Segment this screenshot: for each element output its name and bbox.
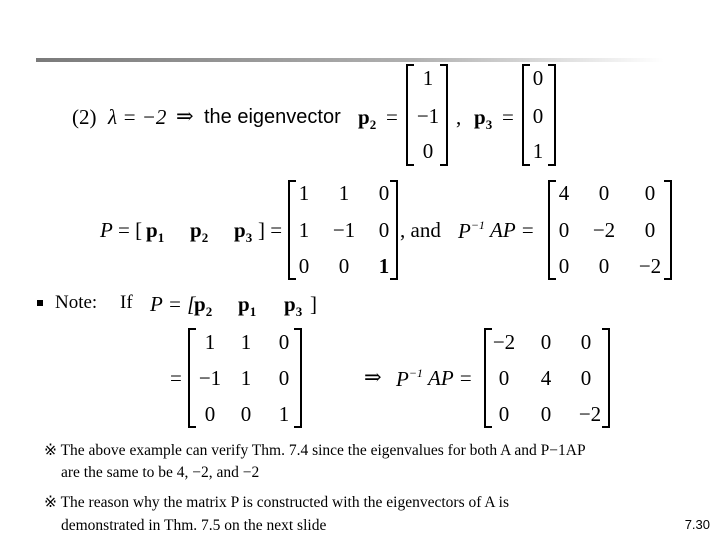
note-close: ] [310, 292, 317, 316]
comma: , [456, 105, 462, 129]
P-matrix-cell: 0 [298, 254, 310, 278]
D-matrix-cell: 0 [558, 254, 570, 278]
note-P-cell: 0 [278, 366, 290, 390]
AP-symbol: AP = [490, 218, 535, 242]
note-P-cell: 1 [240, 366, 252, 390]
note-AP: AP = [428, 366, 473, 390]
D-matrix-cell: −2 [638, 254, 662, 278]
equals-sign: = [386, 105, 398, 129]
note-P-cell: 0 [278, 330, 290, 354]
eigenvector-text: the eigenvector [204, 106, 341, 128]
p3-symbol: $p_3$ [234, 218, 253, 245]
and-text: , and [400, 218, 441, 242]
p2-symbol: $p_2$ [358, 105, 377, 132]
p3-entry: 1 [532, 139, 544, 163]
note-P-cell: 0 [240, 402, 252, 426]
p2-symbol: $p_2$ [190, 218, 209, 245]
equals-sign: = [170, 366, 182, 390]
note-D-cell: 0 [580, 330, 592, 354]
note-P-cell: −1 [198, 366, 222, 390]
note-P-cell: 1 [278, 402, 290, 426]
p1-symbol: $p_1$ [146, 218, 165, 245]
note-D-cell: −2 [492, 330, 516, 354]
P-matrix-cell: −1 [332, 218, 356, 242]
top-rule [36, 58, 664, 62]
P-symbol: P [100, 218, 113, 242]
lambda-equation: λ = −2 [108, 105, 167, 129]
note-D-cell: 4 [540, 366, 552, 390]
note-P-inverse: $P^{-1}$ [396, 366, 423, 391]
note-P-def: P = [ [150, 292, 196, 316]
page-number: 7.30 [684, 517, 710, 532]
D-matrix-cell: 0 [644, 181, 656, 205]
P-matrix-cell: 1 [338, 181, 350, 205]
D-matrix-cell: 4 [558, 181, 570, 205]
note-col: $p_2$ [194, 292, 213, 319]
footnote-1-line-1: ※ The above example can verify Thm. 7.4 since the eigenvalues for both A and P−1AP [44, 442, 586, 459]
implies-arrow: ⇒ [364, 365, 382, 389]
equals-sign: = [502, 105, 514, 129]
P-matrix-cell: 0 [338, 254, 350, 278]
p2-entry: 1 [422, 66, 434, 90]
P-matrix-cell: 1 [298, 181, 310, 205]
note-P-cell: 1 [240, 330, 252, 354]
bullet-icon [37, 300, 43, 306]
note-P-cell: 0 [204, 402, 216, 426]
D-matrix-cell: 0 [598, 254, 610, 278]
P-matrix-cell: 1 [298, 218, 310, 242]
note-D-cell: 0 [580, 366, 592, 390]
note-P-cell: 1 [204, 330, 216, 354]
note-D-cell: 0 [540, 330, 552, 354]
D-matrix-cell: 0 [598, 181, 610, 205]
footnote-2-line-1: ※ The reason why the matrix P is constructed with the eigenvectors of A is [44, 494, 509, 511]
note-D-cell: 0 [498, 402, 510, 426]
D-matrix-cell: 0 [558, 218, 570, 242]
note-col: $p_1$ [238, 292, 257, 319]
footnote-2-line-2: demonstrated in Thm. 7.5 on the next slide [61, 517, 327, 534]
P-matrix-cell: 1 [378, 254, 390, 278]
D-matrix-cell: 0 [644, 218, 656, 242]
note-col: $p_3$ [284, 292, 303, 319]
P-matrix-cell: 0 [378, 181, 390, 205]
note-D-cell: −2 [578, 402, 602, 426]
P-matrix-cell: 0 [378, 218, 390, 242]
p2-entry: −1 [416, 104, 440, 128]
p3-entry: 0 [532, 104, 544, 128]
p3-entry: 0 [532, 66, 544, 90]
footnote-1-line-2: are the same to be 4, −2, and −2 [61, 464, 260, 481]
note-if: If [120, 292, 133, 313]
note-D-cell: 0 [498, 366, 510, 390]
p3-symbol: $p_3$ [474, 105, 493, 132]
p2-entry: 0 [422, 139, 434, 163]
note-D-cell: 0 [540, 402, 552, 426]
P-def-open: = [ [118, 218, 143, 242]
D-matrix-cell: −2 [592, 218, 616, 242]
step-label: (2) [72, 105, 97, 129]
note-label: Note: [55, 292, 98, 313]
P-def-close: ] = [258, 218, 283, 242]
implies-arrow: ⇒ [176, 104, 194, 128]
P-inverse-symbol: $P^{-1}$ [458, 218, 485, 243]
